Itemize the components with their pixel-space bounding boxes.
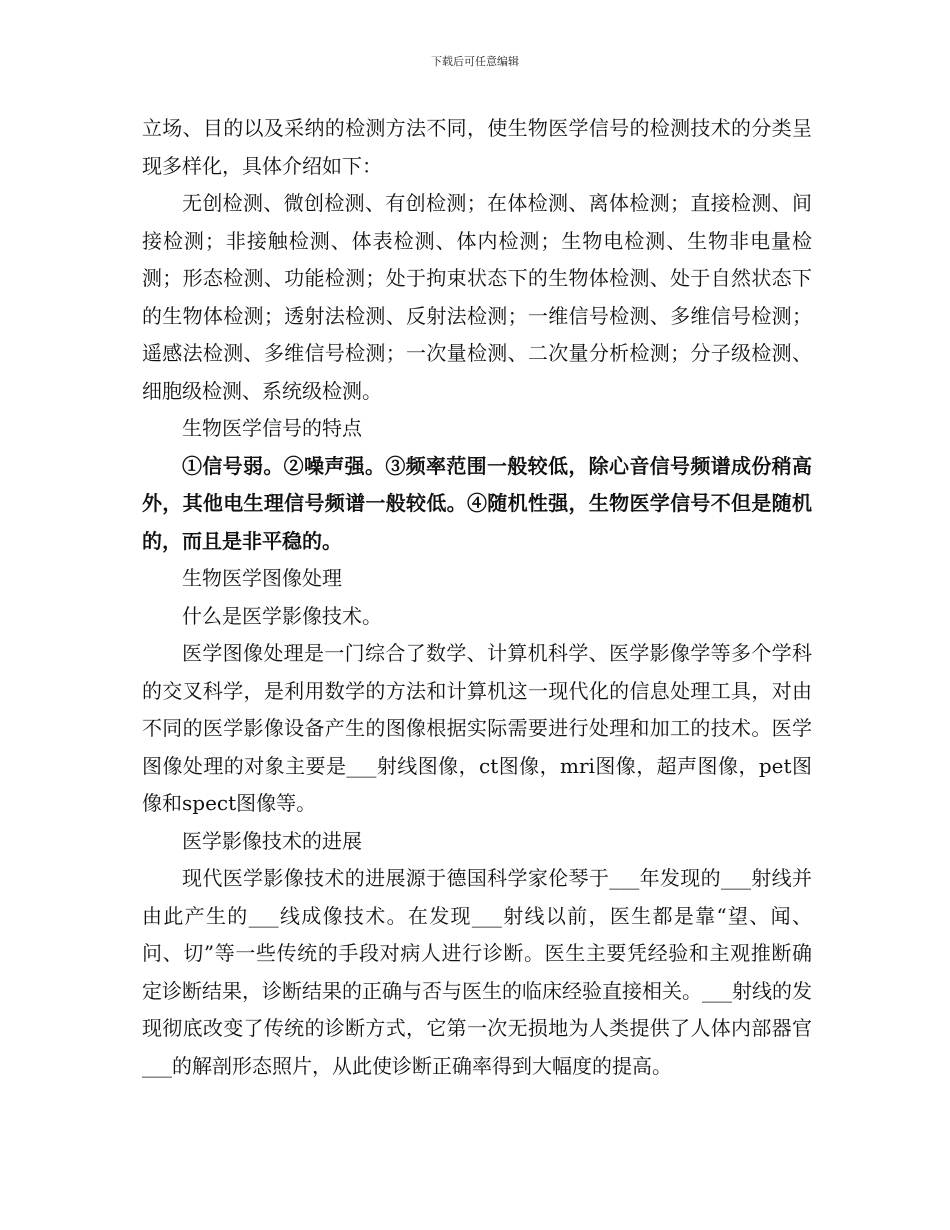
section-heading-image-processing: 生物医学图像处理 [182, 566, 342, 590]
document-body [142, 110, 812, 1085]
paragraph-detection-types: 无创检测、微创检测、有创检测；在体检测、离体检测；直接检测、间接检测；非接触检测、体表检测、体内检测；生物电检测、生物非电量检测；形态检测、功能检测；处于拘束状态下的生物体检测、处于自然状态下的生物体检测；透射法检测、反射法检测；一维信号检测、多维信号检测；遥感法检测、多维信号检测；一次量检测、二次量分析检测；分子级检测、细胞级检测、系统级检测。 [142, 191, 812, 403]
section-heading-what-is-imaging: 什么是医学影像技术。 [182, 603, 382, 628]
section-heading-imaging-progress: 医学影像技术的进展 [182, 828, 362, 853]
paragraph-classification-intro: 立场、目的以及采纳的检测方法不同，使生物医学信号的检测技术的分类呈现多样化，具体介绍如下： [142, 116, 812, 178]
section-heading-signal-features: 生物医学信号的特点 [182, 416, 362, 440]
paragraph-image-processing: 医学图像处理是一门综合了数学、计算机科学、医学影像学等多个学科的交叉科学，是利用数学的方法和计算机这一现代化的信息处理工具，对由不同的医学影像设备产生的图像根据实际需要进行处理和加工的技术。医学图像处理的对象主要是___射线图像，ct图像，mri图像，超声图像，pet图像和spect图像等。 [142, 641, 812, 815]
paragraph-signal-features: ①信号弱。②噪声强。③频率范围一般较低，除心音信号频谱成份稍高外，其他电生理信号频谱一般较低。④随机性强，生物医学信号不但是随机的，而且是非平稳的。 [142, 453, 812, 553]
page-header: 下载后可任意编辑 [431, 55, 519, 68]
paragraph-imaging-progress: 现代医学影像技术的进展源于德国科学家伦琴于___年发现的___射线并由此产生的___线成像技术。在发现___射线以前，医生都是靠“望、闻、问、切”等一些传统的手段对病人进行诊断。医生主要凭经验和主观推断确定诊断结果，诊断结果的正确与否与医生的临床经验直接相关。___射线的发现彻底改变了传统的诊断方式，它第一次无损地为人类提供了人体内部器官___的解剖形态照片，从此使诊断正确率得到大幅度的提高。 [142, 866, 812, 1078]
